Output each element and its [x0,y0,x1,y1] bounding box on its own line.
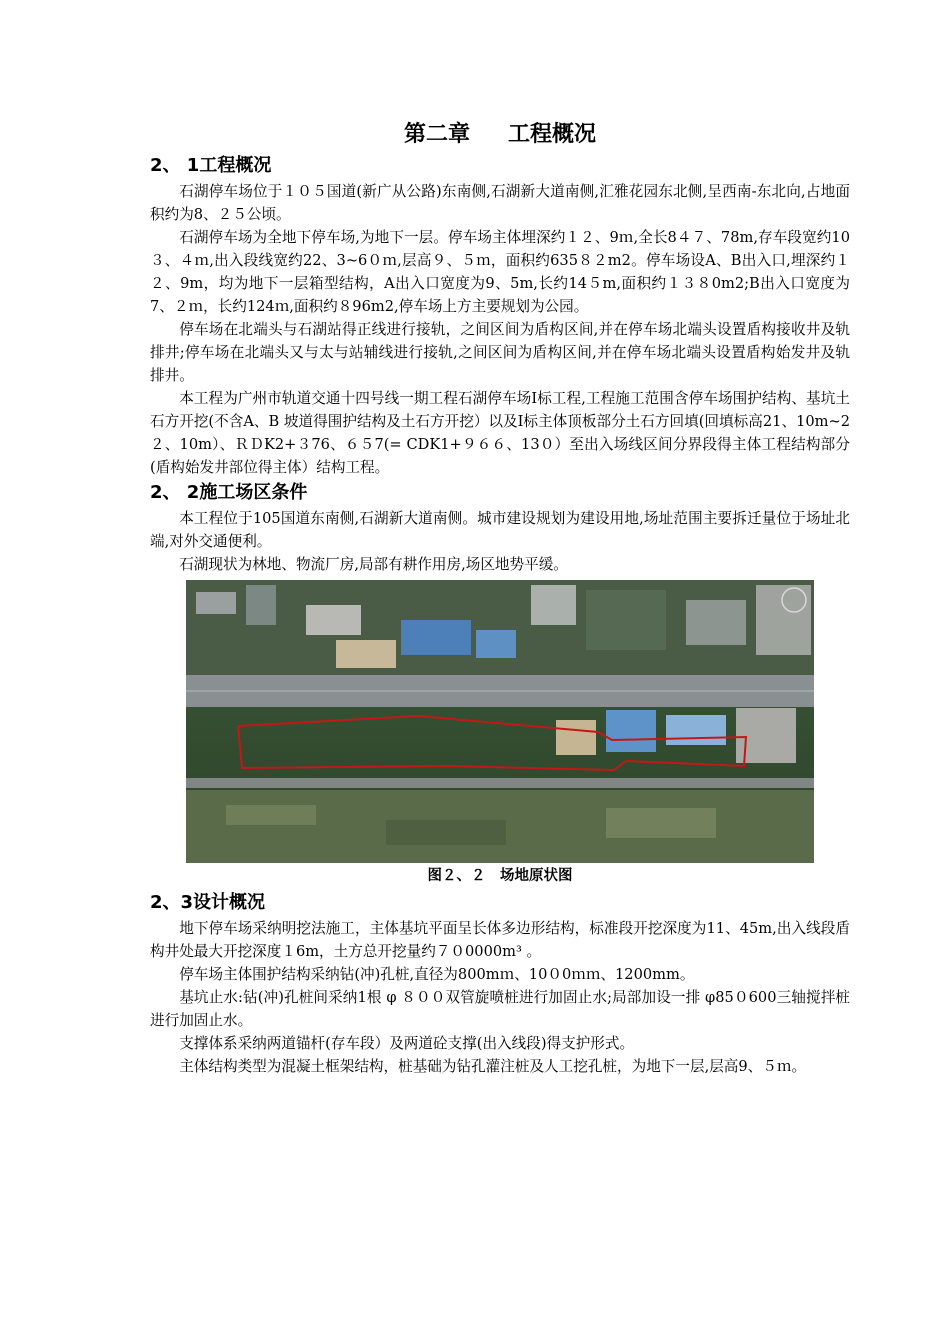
section-heading-2-1: 2、 1工程概况 [150,155,272,176]
paragraph: 停车场在北端头与石湖站得正线进行接轨，之间区间为盾构区间,并在停车场北端头设置盾构接收井及轨排井;停车场在北端头又与太与站辅线进行接轨,之间区间为盾构区间,并在停车场北端头设置盾构始发井及轨排井。 [150,321,850,384]
chapter-number: 第二章 [403,122,470,147]
paragraph: 主体结构类型为混凝土框架结构，桩基础为钻孔灌注桩及人工挖孔桩，为地下一层,层高9、５ｍ。 [179,1058,807,1075]
section-heading-2-3: 2、3设计概况 [150,892,266,913]
paragraph: 基坑止水:钻(冲)孔桩间采纳1根 φ ８００双管旋喷桩进行加固止水;局部加设一排 φ85０600三轴搅拌桩进行加固止水。 [150,989,850,1029]
aerial-photo-illustration [186,580,814,863]
figure-caption: 图２、２ 场地原状图 [427,868,573,884]
chapter-title [150,118,850,152]
paragraph: 本工程位于105国道东南侧,石湖新大道南侧。城市建设规划为建设用地,场址范围主要拆迁量位于场址北端,对外交通便利。 [150,510,850,550]
section-heading-2-2: 2、 2施工场区条件 [150,482,308,503]
paragraph: 地下停车场采纳明挖法施工，主体基坑平面呈长体多边形结构，标准段开挖深度为11、45m,出入线段盾构井处最大开挖深度１6m，土方总开挖量约７０0000m³ 。 [150,920,850,960]
paragraph: 停车场主体围护结构采纳钻(冲)孔桩,直径为800mｍ、10０0ｍｍ、1200mm。 [179,966,695,983]
paragraph: 本工程为广州市轨道交通十四号线一期工程石湖停车场Ⅰ标工程,工程施工范围含停车场围护结构、基坑土石方开挖(不含A、B 坡道得围护结构及土石方开挖）以及Ⅰ标主体顶板部分土石方回填(回填标高21、10m~2２、10m）、ＲＤK2+３76、６５7(= CDK1+９６６、13０）至出入场线区间分界段得主体工程结构部分(盾构始发井部位得主体）结构工程。 [150,390,850,476]
paragraph: 支撑体系采纳两道锚杆(存车段）及两道砼支撑(出入线段)得支护形式。 [179,1035,635,1052]
chapter-name: 工程概况 [508,122,597,147]
paragraph: 石湖停车场为全地下停车场,为地下一层。停车场主体埋深约１２、9ｍ,全长8４７、78m,存车段宽约10３、４ｍ,出入段线宽约22、3~6０ｍ,层高９、５ｍ，面积约635８２m2。停车场设A、B出入口,埋深约１２、9m，均为地下一层箱型结构，A出入口宽度为9、5m,长约14５m,面积约１３８0m2;B出入口宽度为7、２ｍ，长约124ｍ,面积约８96m2,停车场上方主要规划为公园。 [150,229,850,315]
site-aerial-photo [186,580,814,863]
paragraph: 石湖停车场位于１０５国道(新广从公路)东南侧,石湖新大道南侧,汇雅花园东北侧,呈西南-东北向,占地面积约为8、２５公顷。 [150,183,850,223]
paragraph: 石湖现状为林地、物流厂房,局部有耕作用房,场区地势平缓。 [179,556,568,573]
rail-line [186,778,814,788]
document-page [150,118,850,1078]
